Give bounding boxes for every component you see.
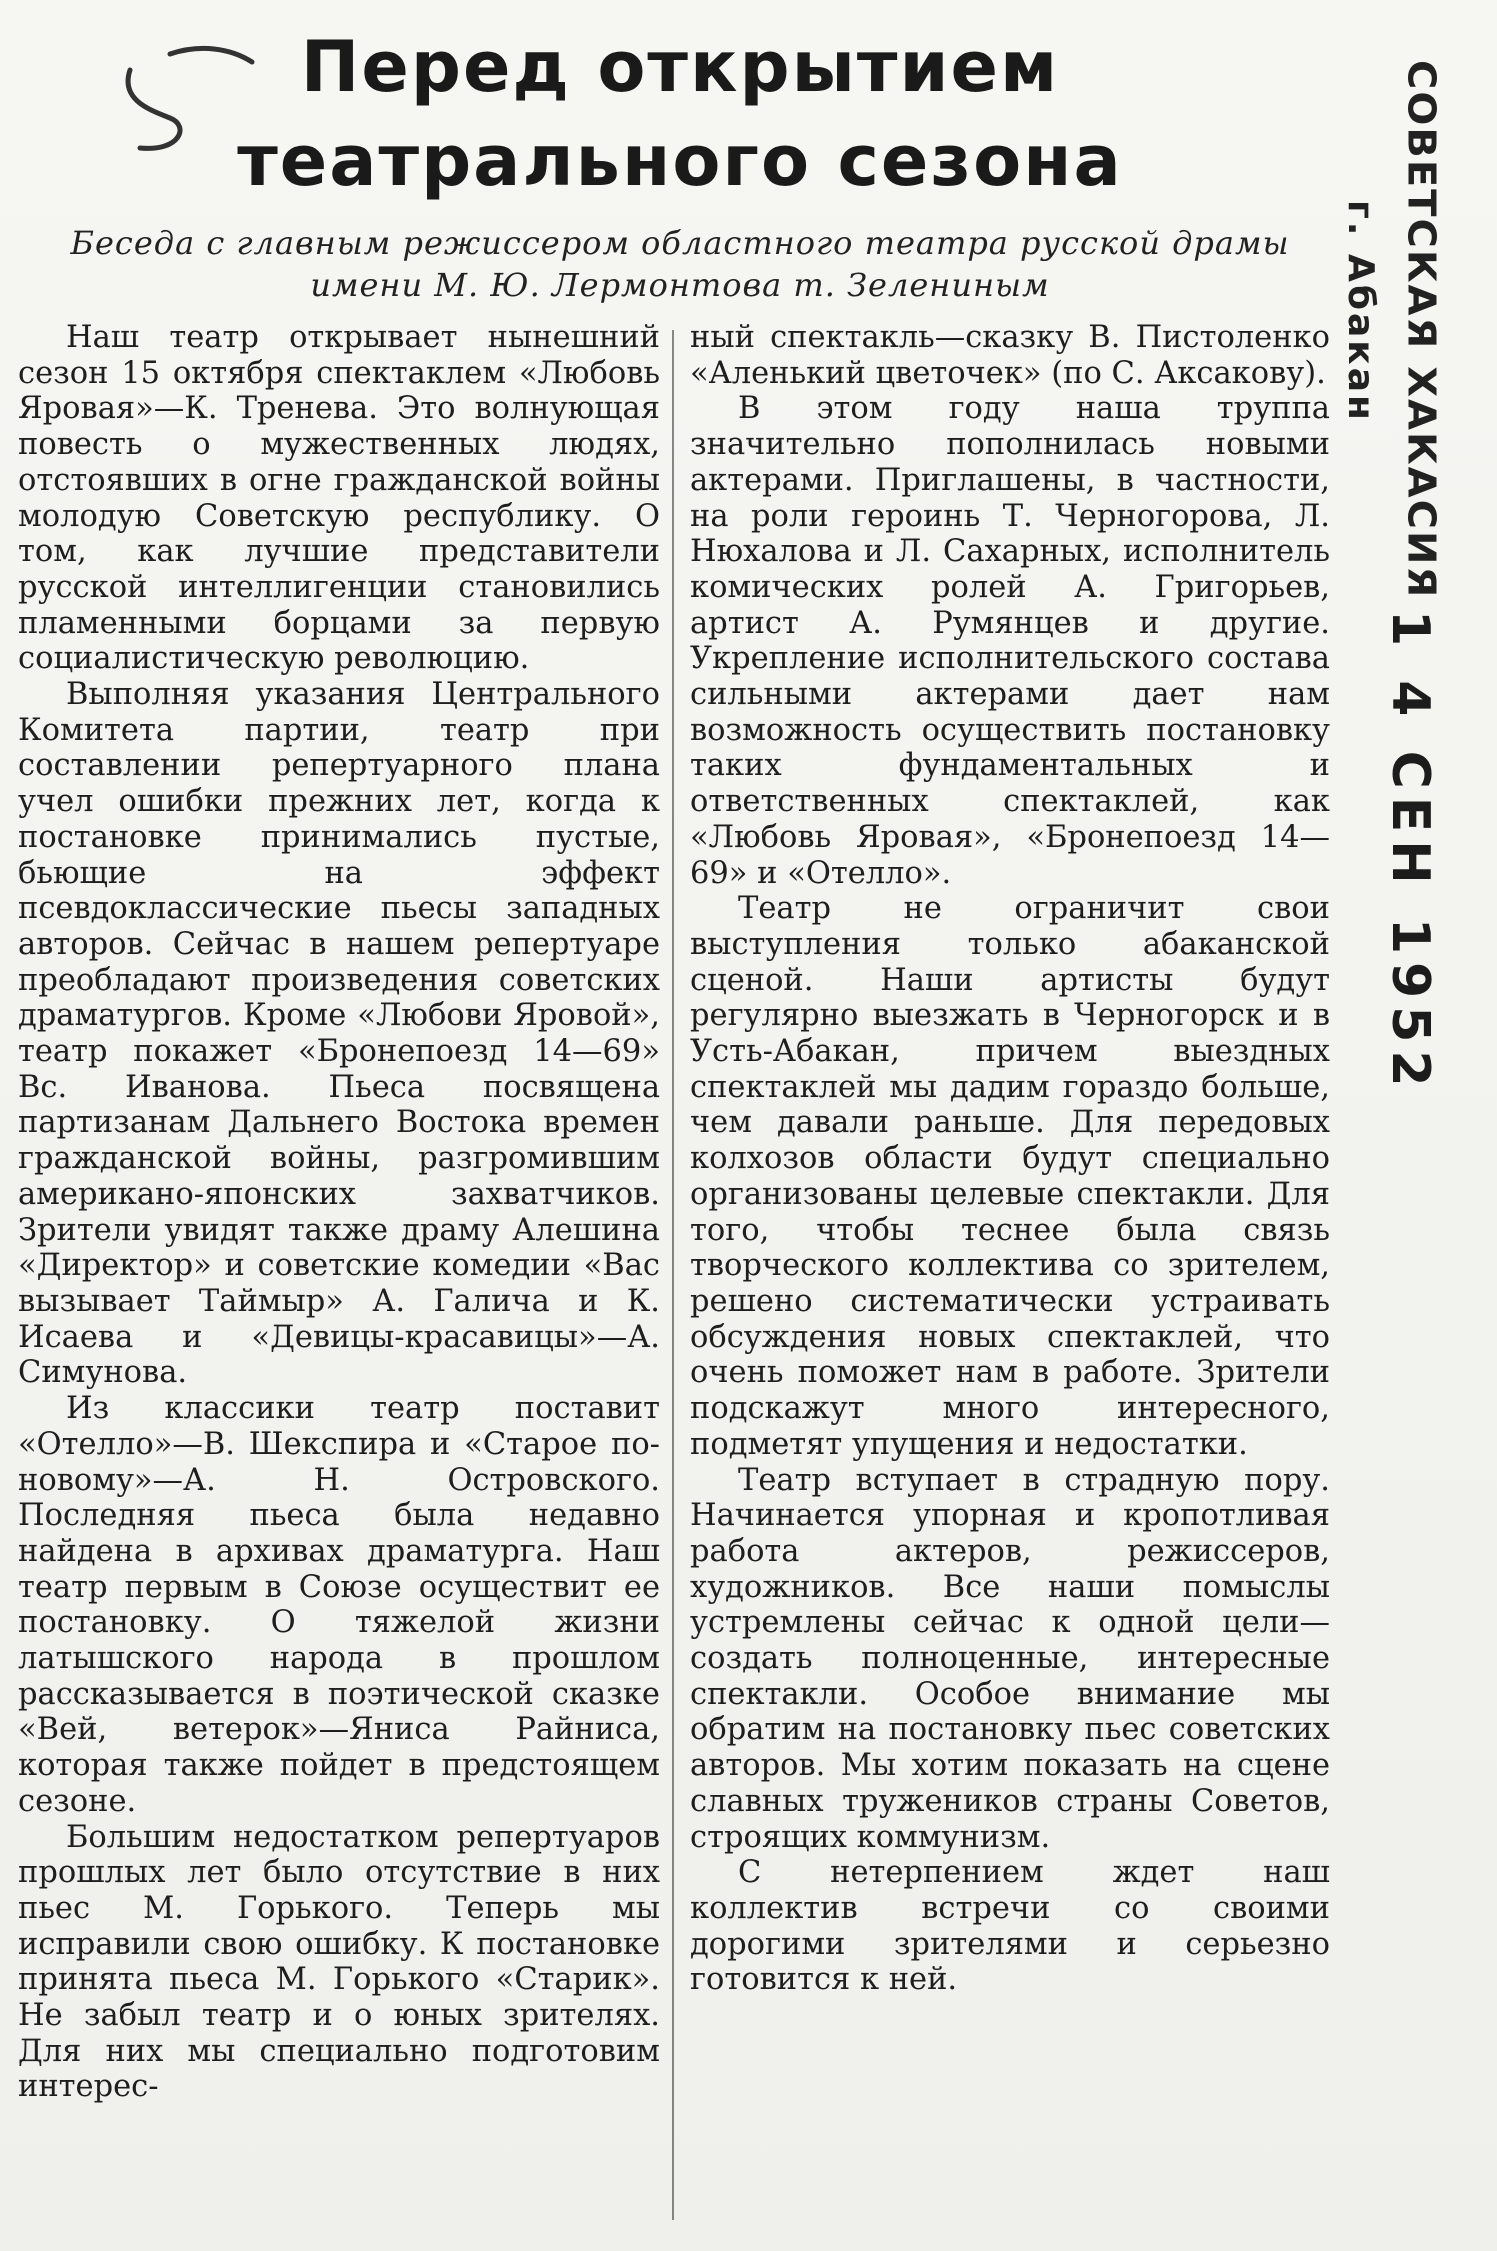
right-paragraph: Театр не ограничит свои выступления только абаканской сценой. Наши артисты будут регулярно выезжать в Черногорск и в Усть-Абакан, причем выездных спектаклей мы дадим гораздо больше, чем давали раньше. Для передовых колхозов области будут специально организованы целевые спектакли. Для того, чтобы теснее была связь творческого коллектива со зрителем, решено систематически устраивать обсуждения новых спектаклей, что очень поможет нам в работе. Зрители подскажут много интересного, подметят упущения и недостатки. [690, 891, 1330, 1462]
column-divider [672, 330, 674, 2220]
left-column [18, 320, 660, 2105]
left-paragraph: Выполняя указания Центрального Комитета партии, театр при составлении репертуарного плана учел ошибки прежних лет, когда к постановке принимались пустые, бьющие на эффект псевдоклассические пьесы западных авторов. Сейчас в нашем репертуаре преобладают произведения советских драматургов. Кроме «Любови Яровой», театр покажет «Бронепоезд 14—69» Вс. Иванова. Пьеса посвящена партизанам Дальнего Востока времен гражданской войны, разгромившим американо-японских захватчиков. Зрители увидят также драму Алешина «Директор» и советские комедии «Вас вызывает Таймыр» А. Галича и К. Исаева и «Девицы-красавицы»—А. Симунова. [18, 677, 660, 1391]
left-paragraph: Большим недостатком репертуаров прошлых лет было отсутствие в них пьес М. Горького. Теперь мы исправили свою ошибку. К постановке принята пьеса М. Горького «Старик». Не забыл театр и о юных зрителях. Для них мы специально подготовим интерес- [18, 1819, 660, 2105]
left-paragraph: Наш театр открывает нынешний сезон 15 октября спектаклем «Любовь Яровая»—К. Тренева. Это волнующая повесть о мужественных людях, отстоявших в огне гражданской войны молодую Советскую республику. О том, как лучшие представители русской интеллигенции становились пламенными борцами за первую социалистическую революцию. [18, 320, 660, 677]
stamp-newspaper-name: СОВЕТСКАЯ ХАКАСИЯ [1399, 60, 1443, 600]
right-paragraph: Театр вступает в страдную пору. Начинается упорная и кропотливая работа актеров, режиссеров, художников. Все наши помыслы устремлены сейчас к одной цели—создать полноценные, интересные спектакли. Особое внимание мы обратим на постановку пьес советских авторов. Мы хотим показать на сцене славных тружеников страны Советов, строящих коммунизм. [690, 1462, 1330, 1855]
stamp-date: 1 4 СЕН 1952 [1380, 610, 1440, 1095]
subhead-line-2: имени М. Ю. Лермонтова т. Зелениным [310, 266, 1050, 304]
headline-line-1: Перед открытием [300, 26, 1060, 108]
stamp-city: г. Абакан [1340, 200, 1381, 423]
article-headline [200, 20, 1160, 208]
right-paragraph: ный спектакль—сказку В. Пистоленко «Аленький цветочек» (по С. Аксакову). [690, 320, 1330, 391]
right-column [690, 320, 1330, 1998]
right-paragraph: С нетерпением ждет наш коллектив встречи со своими дорогими зрителями и серьезно готовится к ней. [690, 1855, 1330, 1998]
right-paragraph: В этом году наша труппа значительно пополнилась новыми актерами. Приглашены, в частности, на роли героинь Т. Черногорова, Л. Нюхалова и Л. Сахарных, исполнитель комических ролей А. Григорьев, артист А. Румянцев и другие. Укрепление исполнительского состава сильными актерами дает нам возможность осуществить постановку таких фундаментальных и ответственных спектаклей, как «Любовь Яровая», «Бронепоезд 14—69» и «Отелло». [690, 391, 1330, 891]
article-subhead [60, 222, 1300, 306]
subhead-line-1: Беседа с главным режиссером областного театра русской драмы [70, 224, 1290, 262]
headline-line-2: театрального сезона [237, 120, 1123, 202]
left-paragraph: Из классики театр поставит «Отелло»—В. Шекспира и «Старое по-новому»—А. Н. Островского. Последняя пьеса была недавно найдена в архивах драматурга. Наш театр первым в Союзе осуществит ее постановку. О тяжелой жизни латышского народа в прошлом рассказывается в поэтической сказке «Вей, ветерок»—Яниса Райниса, которая также пойдет в предстоящем сезоне. [18, 1391, 660, 1819]
